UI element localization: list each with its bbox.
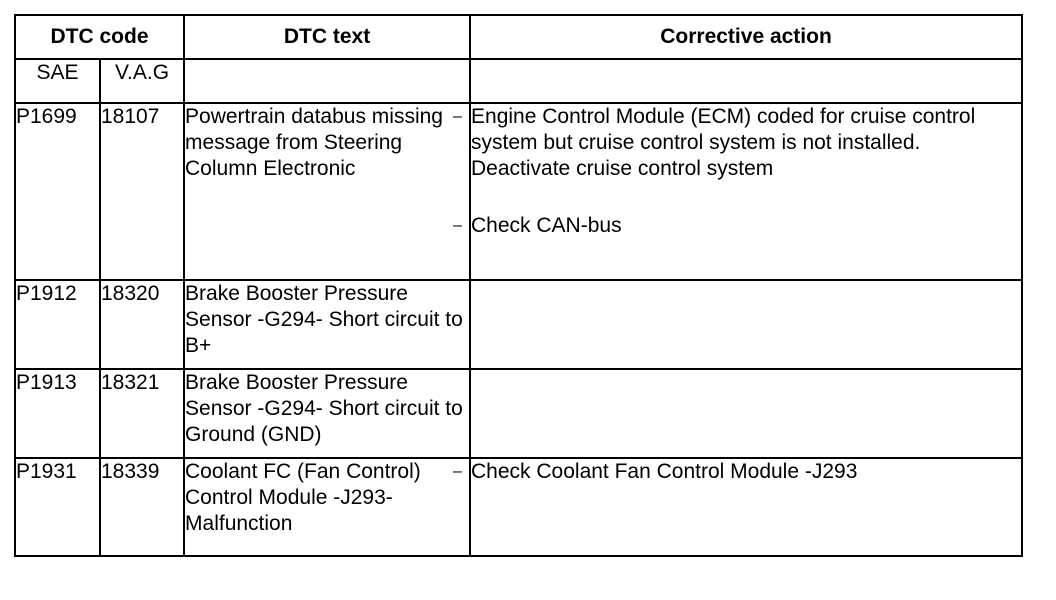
action-text: Engine Control Module (ECM) coded for cruise control system but cruise control system is not installed. Deactivate cruise control system	[471, 105, 976, 180]
dtc-text-cell: Powertrain databus missing message from Steering Column Electronic	[184, 103, 470, 280]
table-row	[15, 103, 1022, 280]
action-item	[453, 459, 1021, 485]
dtc-text-cell: Coolant FC (Fan Control) Control Module -J293- Malfunction	[184, 458, 470, 556]
action-text: Check CAN-bus	[471, 214, 622, 237]
subheader-vag: V.A.G	[100, 59, 184, 103]
sae-code-cell: P1699	[15, 103, 100, 280]
vag-code-cell: 18321	[100, 369, 184, 458]
corrective-action-cell	[453, 103, 1022, 280]
header-row	[15, 15, 1022, 59]
sae-code-cell: P1913	[15, 369, 100, 458]
sae-code-cell: P1931	[15, 458, 100, 556]
header-dtc-text: DTC text	[184, 15, 470, 59]
header-dtc-code: DTC code	[15, 15, 184, 59]
action-item	[453, 104, 1021, 182]
table-row	[15, 369, 1022, 458]
bullet-dash-icon: –	[453, 108, 462, 125]
action-item	[453, 213, 1021, 239]
dtc-table	[14, 14, 1023, 557]
subheader-empty	[470, 59, 1022, 103]
corrective-action-cell	[453, 458, 1022, 556]
action-text: Check Coolant Fan Control Module -J293	[471, 460, 858, 483]
header-corrective-action: Corrective action	[470, 15, 1022, 59]
dtc-text-cell: Brake Booster Pressure Sensor -G294- Short circuit to B+	[184, 280, 470, 369]
subheader-empty	[184, 59, 470, 103]
corrective-action-cell	[470, 369, 1022, 458]
vag-code-cell: 18320	[100, 280, 184, 369]
table-row	[15, 280, 1022, 369]
bullet-dash-icon: –	[453, 463, 462, 480]
subheader-row	[15, 59, 1022, 103]
corrective-action-cell	[470, 280, 1022, 369]
bullet-dash-icon: –	[453, 217, 462, 234]
vag-code-cell: 18339	[100, 458, 184, 556]
table-row	[15, 458, 1022, 556]
sae-code-cell: P1912	[15, 280, 100, 369]
dtc-text-cell: Brake Booster Pressure Sensor -G294- Short circuit to Ground (GND)	[184, 369, 470, 458]
vag-code-cell: 18107	[100, 103, 184, 280]
subheader-sae: SAE	[15, 59, 100, 103]
